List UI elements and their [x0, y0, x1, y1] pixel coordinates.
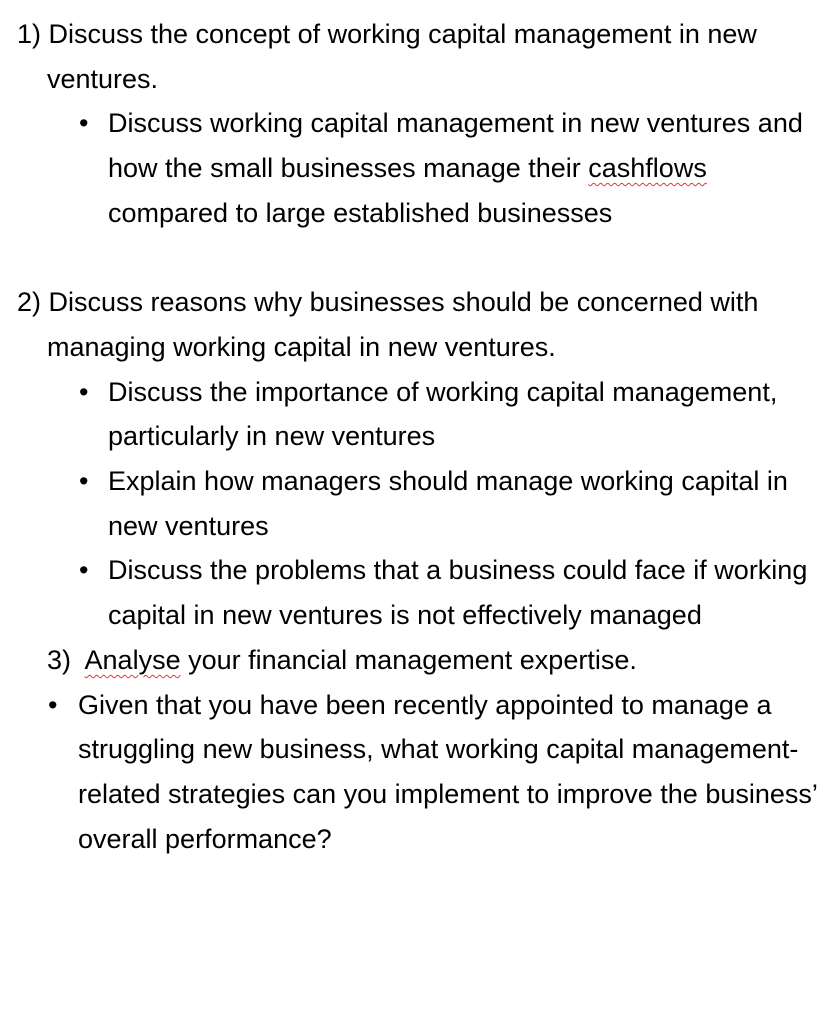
question-2-heading: 2) Discuss reasons why businesses should be concerned with managing working capital in new ventures.	[17, 287, 759, 362]
question-2-bullet-1	[0, 370, 817, 459]
bullet-dot-icon: •	[79, 376, 89, 407]
spellcheck-flagged-word[interactable]: cashflows	[588, 153, 707, 184]
spellcheck-flagged-word[interactable]: Analyse	[84, 644, 181, 675]
paragraph-gap	[0, 236, 817, 281]
bullet-dot-icon: •	[48, 689, 58, 720]
bullet-dot-icon: •	[79, 466, 89, 497]
bullet-dot-icon: •	[79, 108, 89, 139]
question-2-bullet-2	[0, 459, 817, 548]
bullet-dot-icon: •	[79, 555, 89, 586]
bullet-text: Discuss the importance of working capital management, particularly in new ventures	[108, 376, 778, 452]
bullet-text-before: Discuss working capital management in new ventures and how the small businesses manage their	[108, 108, 803, 184]
bullet-text: Given that you have been recently appointed to manage a struggling new business, what working capital management-related strategies can you implement to improve the business’ overall performance?	[78, 689, 817, 854]
question-3-text: your financial management expertise.	[180, 644, 637, 675]
question-3-heading	[0, 638, 817, 683]
document-body	[0, 12, 817, 861]
bullet-text: Explain how managers should manage working capital in new ventures	[108, 466, 788, 541]
bullet-text-after: compared to large established businesses	[108, 197, 613, 228]
bullet-text: Discuss the problems that a business could face if working capital in new ventures is not effectively managed	[108, 555, 808, 631]
question-1-heading: 1) Discuss the concept of working capital management in new ventures.	[17, 19, 757, 94]
question-3-number: 3)	[47, 644, 72, 675]
question-3-bullet-1	[0, 683, 817, 862]
question-1-bullet-1	[0, 101, 817, 235]
question-2-bullet-3	[0, 548, 817, 637]
